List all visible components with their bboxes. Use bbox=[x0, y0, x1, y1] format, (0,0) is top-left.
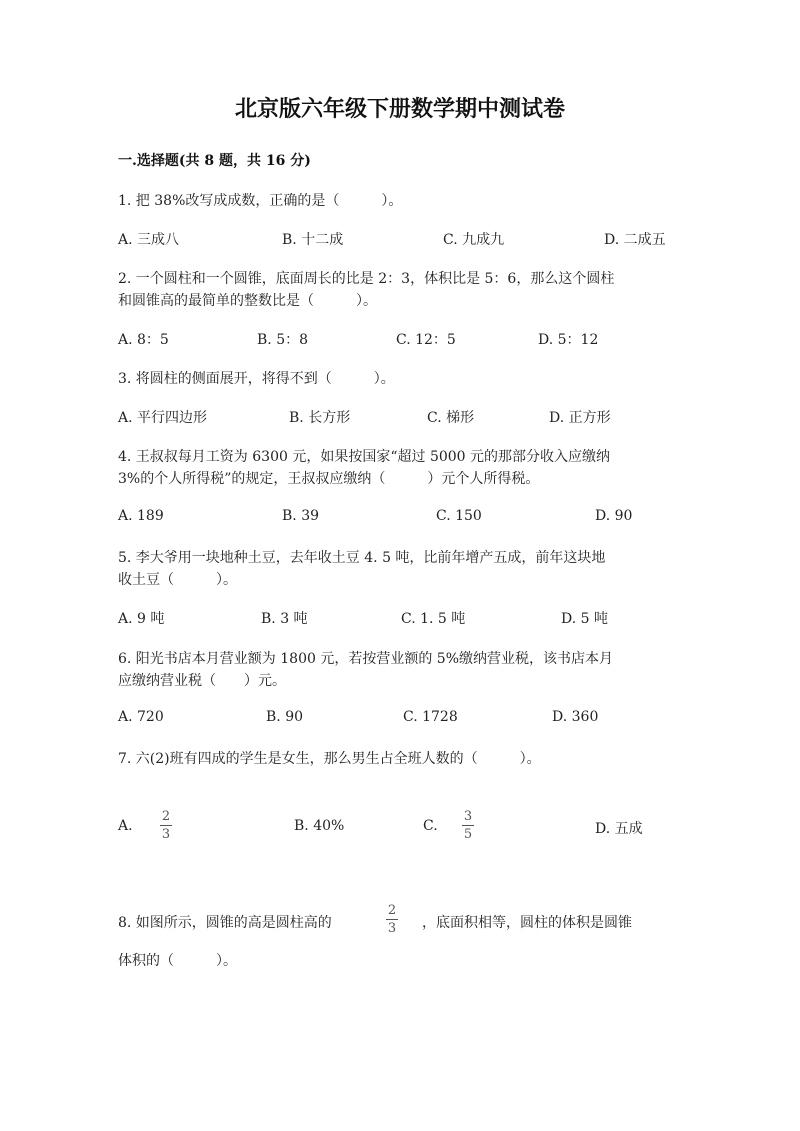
question-8-text-line-2: 体积的（ ）。 bbox=[118, 953, 237, 969]
question-8-text-part-2: ，底面积相等，圆柱的体积是圆锥 bbox=[422, 915, 632, 931]
question-7-option-a-fraction bbox=[160, 810, 172, 841]
question-1-option-a: A. 三成八 bbox=[118, 232, 180, 248]
question-3-option-d: D. 正方形 bbox=[549, 410, 611, 426]
fraction-bar bbox=[160, 825, 172, 826]
fraction-denominator: 3 bbox=[387, 921, 397, 936]
question-6-text-line-2: 应缴纳营业税（ ）元。 bbox=[118, 673, 286, 689]
question-1-option-b: B. 十二成 bbox=[282, 232, 344, 248]
question-6-text-line-1: 6. 阳光书店本月营业额为 1800 元，若按营业额的 5%缴纳营业税，该书店本月 bbox=[118, 651, 613, 667]
question-7-option-c-fraction bbox=[462, 810, 474, 841]
question-3-text: 3. 将圆柱的侧面展开，将得不到（ ）。 bbox=[118, 371, 395, 387]
question-3-option-b: B. 长方形 bbox=[289, 410, 351, 426]
question-5-option-a: A. 9 吨 bbox=[118, 611, 165, 627]
question-8-fraction bbox=[386, 904, 398, 935]
question-5-option-c: C. 1. 5 吨 bbox=[401, 611, 466, 627]
question-4-option-b: B. 39 bbox=[282, 508, 320, 524]
question-4-text-line-2: 3%的个人所得税”的规定，王叔叔应缴纳（ ）元个人所得税。 bbox=[118, 471, 540, 487]
question-7-option-a-label: A. bbox=[118, 818, 133, 834]
question-1-option-c: C. 九成九 bbox=[443, 232, 505, 248]
question-2-option-a: A. 8：5 bbox=[118, 332, 169, 348]
section-heading: 一.选择题(共 8 题，共 16 分) bbox=[118, 153, 311, 169]
fraction-denominator: 5 bbox=[463, 827, 473, 842]
question-7-text: 7. 六(2)班有四成的学生是女生，那么男生占全班人数的（ ）。 bbox=[118, 751, 541, 767]
question-4-option-a: A. 189 bbox=[118, 508, 164, 524]
question-2-text-line-2: 和圆锥高的最简单的整数比是（ ）。 bbox=[118, 293, 377, 309]
question-1-option-d: D. 二成五 bbox=[604, 232, 666, 248]
fraction-numerator: 2 bbox=[161, 809, 171, 824]
question-7-option-d: D. 五成 bbox=[595, 821, 643, 837]
fraction-numerator: 3 bbox=[463, 809, 473, 824]
question-2-option-d: D. 5：12 bbox=[538, 332, 599, 348]
fraction-bar bbox=[462, 825, 474, 826]
question-7-option-c-label: C. bbox=[423, 818, 438, 834]
question-8-text-part-1: 8. 如图所示，圆锥的高是圆柱高的 bbox=[118, 915, 332, 931]
question-1-text: 1. 把 38%改写成成数，正确的是（ ）。 bbox=[118, 193, 403, 209]
fraction-numerator: 2 bbox=[387, 903, 397, 918]
question-2-option-b: B. 5：8 bbox=[257, 332, 309, 348]
question-6-option-a: A. 720 bbox=[118, 709, 164, 725]
question-2-text-line-1: 2. 一个圆柱和一个圆锥，底面周长的比是 2：3，体积比是 5：6，那么这个圆柱 bbox=[118, 271, 615, 287]
question-2-option-c: C. 12：5 bbox=[396, 332, 456, 348]
question-3-option-c: C. 梯形 bbox=[427, 410, 475, 426]
page-title: 北京版六年级下册数学期中测试卷 bbox=[234, 96, 565, 122]
question-5-text-line-1: 5. 李大爷用一块地种土豆，去年收土豆 4. 5 吨，比前年增产五成，前年这块地 bbox=[118, 550, 606, 566]
question-6-option-b: B. 90 bbox=[266, 709, 304, 725]
question-3-option-a: A. 平行四边形 bbox=[118, 410, 208, 426]
question-7-option-b: B. 40% bbox=[294, 818, 345, 834]
fraction-denominator: 3 bbox=[161, 827, 171, 842]
question-6-option-c: C. 1728 bbox=[403, 709, 458, 725]
question-5-option-d: D. 5 吨 bbox=[561, 611, 608, 627]
question-5-text-line-2: 收土豆（ ）。 bbox=[118, 572, 237, 588]
question-4-option-c: C. 150 bbox=[436, 508, 482, 524]
question-5-option-b: B. 3 吨 bbox=[261, 611, 308, 627]
question-4-text-line-1: 4. 王叔叔每月工资为 6300 元，如果按国家“超过 5000 元的那部分收入应缴纳 bbox=[118, 449, 611, 465]
fraction-bar bbox=[386, 919, 398, 920]
question-4-option-d: D. 90 bbox=[595, 508, 633, 524]
question-6-option-d: D. 360 bbox=[552, 709, 599, 725]
